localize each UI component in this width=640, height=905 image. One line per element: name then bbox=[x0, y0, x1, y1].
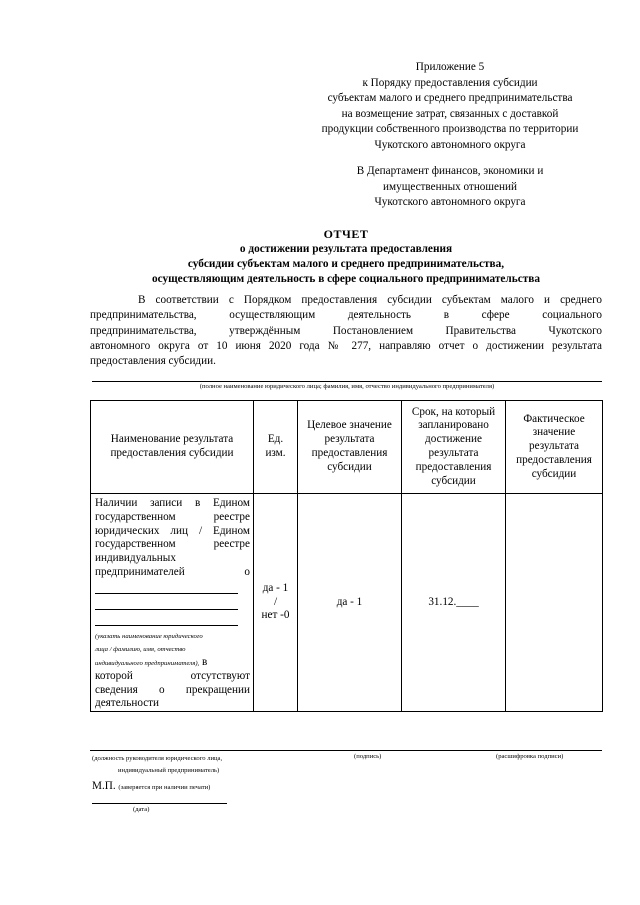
recipient-block bbox=[330, 164, 570, 211]
report-title-line: субсидии субъектам малого и среднего предпринимательства, bbox=[187, 258, 505, 270]
report-table bbox=[90, 400, 603, 712]
unit-line: да - 1 bbox=[262, 581, 289, 594]
unit-line: нет -0 bbox=[261, 609, 290, 622]
entity-note-line: индивидуального предпринимателя), bbox=[95, 659, 200, 667]
header-target-value: Целевое значение результата предоставления субсидии bbox=[298, 401, 402, 494]
date-caption: (дата) bbox=[133, 806, 150, 813]
decoding-caption: (расшифровка подписи) bbox=[496, 753, 564, 760]
annex-line: к Порядку предоставления субсидии bbox=[362, 76, 538, 89]
result-name-cell bbox=[91, 494, 254, 712]
stamp-label: М.П. bbox=[92, 780, 116, 792]
date-line[interactable] bbox=[92, 803, 227, 804]
header-actual-value: Фактическое значение результата предоставления субсидии bbox=[506, 401, 603, 494]
signature-line[interactable] bbox=[90, 750, 602, 751]
report-title-line: о достижении результата предоставления bbox=[239, 243, 453, 255]
report-title bbox=[90, 226, 602, 287]
signature-caption: (подпись) bbox=[354, 753, 382, 760]
header-deadline: Срок, на который запланировано достижение результата предоставления субсидии bbox=[402, 401, 506, 494]
applicant-name-line[interactable] bbox=[92, 381, 602, 382]
recipient-line: Чукотского автономного округа bbox=[374, 196, 526, 209]
stamp-place bbox=[92, 780, 210, 792]
target-value-cell: да - 1 bbox=[298, 494, 402, 712]
annex-line: Чукотского автономного округа bbox=[374, 138, 526, 151]
actual-value-cell[interactable] bbox=[506, 494, 603, 712]
recipient-line: имущественных отношений bbox=[383, 180, 517, 193]
intro-line: предоставления субсидии. bbox=[90, 355, 216, 368]
entity-name-fill-line[interactable] bbox=[95, 582, 238, 594]
intro-paragraph bbox=[90, 293, 602, 369]
table-header-row bbox=[91, 401, 603, 494]
recipient-line: В Департамент финансов, экономики и bbox=[356, 165, 544, 177]
position-caption-line: индивидуальный предприниматель) bbox=[118, 767, 220, 774]
result-line: государственном реестре bbox=[95, 510, 250, 523]
stamp-note: (заверяется при наличии печати) bbox=[118, 784, 211, 791]
report-title-line: осуществляющим деятельность в сфере социального предпринимательства bbox=[151, 273, 541, 285]
entity-name-fill-line[interactable] bbox=[95, 614, 238, 626]
annex-line: субъектам малого и среднего предпринимательства bbox=[327, 92, 573, 105]
intro-line: В соответствии с Порядком предоставления субсидии субъектам малого и среднего bbox=[138, 294, 602, 306]
header-result-name: Наименование результата предоставления субсидии bbox=[91, 401, 254, 494]
applicant-name-caption: (полное наименование юридического лица; фамилия, имя, отчество индивидуального предпринимателя) bbox=[199, 383, 495, 390]
annex-block bbox=[300, 60, 600, 154]
deadline-cell[interactable]: 31.12.____ bbox=[402, 494, 506, 712]
entity-note-line: (указать наименование юридического bbox=[95, 632, 203, 640]
result-line: Наличии записи в Едином bbox=[95, 497, 250, 509]
result-tail-line: которой отсутствуют bbox=[95, 669, 250, 682]
header-unit: Ед. изм. bbox=[254, 401, 298, 494]
intro-line: предпринимательства, утверждённым Постановлением Правительства Чукотского bbox=[90, 324, 602, 337]
annex-line: на возмещение затрат, связанных с доставкой bbox=[341, 107, 559, 120]
unit-line: / bbox=[273, 595, 278, 608]
intro-line: автономного округа от 10 июня 2020 года № 277, направляю отчет о достижении результата bbox=[90, 339, 602, 352]
result-line: юридических лиц / Едином bbox=[95, 524, 250, 537]
entity-name-fill-line[interactable] bbox=[95, 598, 238, 610]
result-line: государственном реестре bbox=[95, 538, 250, 551]
unit-cell bbox=[254, 494, 298, 712]
annex-line: Приложение 5 bbox=[415, 61, 485, 73]
result-tail-line: сведения о прекращении bbox=[95, 683, 250, 696]
result-tail-line: деятельности bbox=[95, 697, 160, 710]
intro-line: предпринимательства, осуществляющим деятельность в сфере социального bbox=[90, 309, 602, 322]
entity-note-tail: в bbox=[199, 655, 208, 668]
position-caption-line: (должность руководителя юридического лица, bbox=[92, 755, 223, 762]
entity-note-last bbox=[95, 656, 250, 670]
annex-line: продукции собственного производства по территории bbox=[321, 123, 579, 136]
report-title-main: ОТЧЕТ bbox=[323, 227, 369, 241]
position-caption bbox=[92, 753, 222, 777]
result-line: предпринимателей о bbox=[95, 565, 250, 578]
table-row bbox=[91, 494, 603, 712]
result-line: индивидуальных bbox=[95, 552, 176, 565]
entity-note-line: лица / фамилию, имя, отчество bbox=[95, 645, 186, 653]
